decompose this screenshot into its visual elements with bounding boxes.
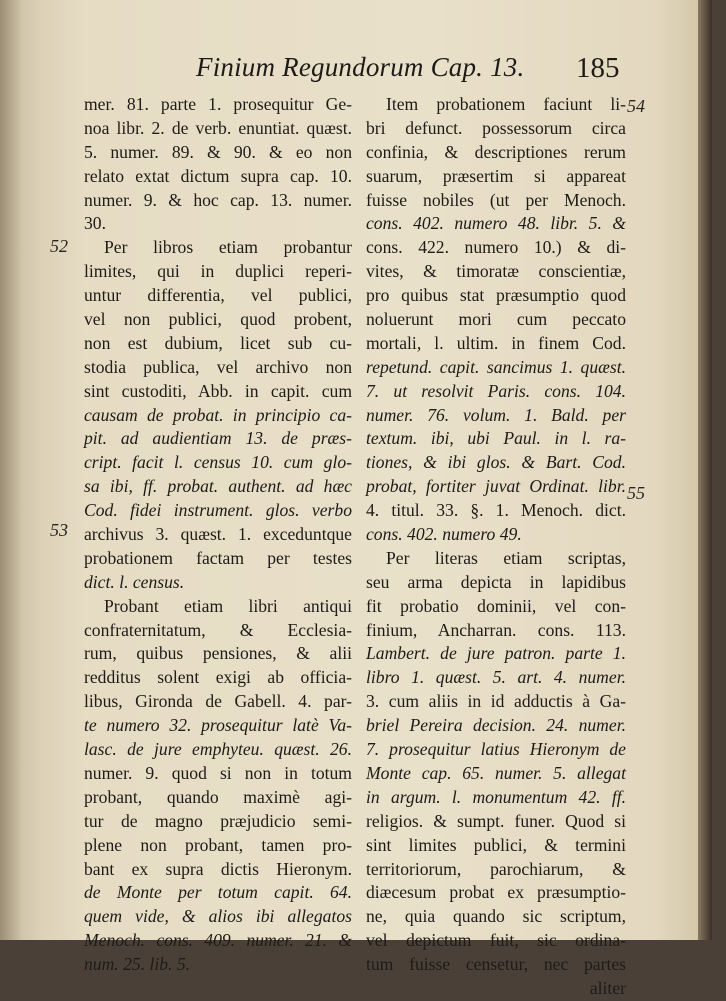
text-line: probationem factam per testes <box>84 547 352 568</box>
text-line: textum. ibi, ubi Paul. in l. ra- <box>366 428 626 449</box>
text-line: causam de probat. in principio ca- <box>84 404 352 425</box>
text-line: non est dubium, licet sub cu- <box>84 332 352 353</box>
text-line: confinia, & descriptiones rerum <box>366 141 626 162</box>
text-line: vel non publici, quod probent, <box>84 309 352 330</box>
text-line: Cod. fidei instrument. glos. verbo <box>84 500 352 521</box>
catchword: aliter <box>589 977 626 998</box>
text-line: 30. <box>84 213 106 234</box>
text-line: stodia publica, vel archivo non <box>84 356 352 377</box>
text-line: cript. facit l. census 10. cum glo- <box>84 452 352 473</box>
text-line: 7. prosequitur latius Hieronym de <box>366 739 626 760</box>
margin-number-54: 54 <box>627 96 645 116</box>
text-line: pit. ad audientiam 13. de præs- <box>84 428 352 449</box>
text-line: libus, Gironda de Gabell. 4. par- <box>84 691 352 712</box>
text-line: sint custoditi, Abb. in capit. cum <box>84 380 352 401</box>
text-line: repetund. capit. sancimus 1. quæst. <box>366 356 626 377</box>
text-line: sa ibi, ff. probat. authent. ad hæc <box>84 476 352 497</box>
text-line: quem vide, & alios ibi allegatos <box>84 906 352 927</box>
text-line: num. 25. lib. 5. <box>84 954 191 975</box>
text-line: numer. 9. & hoc cap. 13. numer. <box>84 189 352 210</box>
text-line: cons. 402. numero 49. <box>366 524 522 545</box>
text-line: in argum. l. monumentum 42. ff. <box>366 786 626 807</box>
text-line: fit probatio dominii, vel con- <box>366 595 626 616</box>
text-line: fuisse nobiles (ut per Menoch. <box>366 189 626 210</box>
text-line: vel depictum fuit, sic ordina- <box>366 930 626 951</box>
text-line: tiones, & ibi glos. & Bart. Cod. <box>366 452 626 473</box>
text-line: 4. titul. 33. §. 1. Menoch. dict. <box>366 500 626 521</box>
text-line: libro 1. quæst. 5. art. 4. numer. <box>366 667 626 688</box>
text-line: Menoch. cons. 409. numer. 21. & <box>84 930 352 951</box>
text-line: Per literas etiam scriptas, <box>386 547 626 568</box>
text-line: numer. 9. quod si non in totum <box>84 762 352 783</box>
margin-number-55: 55 <box>627 483 645 503</box>
gutter-shadow <box>0 0 22 940</box>
text-line: sint limites publici, & termini <box>366 834 626 855</box>
text-line: te numero 32. prosequitur latè Va- <box>84 715 352 736</box>
page-edge <box>698 0 712 940</box>
text-line: Item probationem faciunt li- <box>386 94 626 114</box>
text-line: diæcesum probat ex præsumptio- <box>366 882 626 903</box>
text-line: de Monte per totum capit. 64. <box>84 882 352 903</box>
text-line: mortali, l. ultim. in finem Cod. <box>366 332 626 353</box>
left-column <box>84 93 352 977</box>
text-line: dict. l. census. <box>84 571 185 592</box>
text-line: pro quibus stat præsumptio quod <box>366 285 626 306</box>
text-line: religios. & sumpt. funer. Quod si <box>366 810 626 831</box>
text-line: ne, quia quando sic scriptum, <box>366 906 626 927</box>
text-line: probat, fortiter juvat Ordinat. libr. <box>366 476 626 497</box>
text-line: numer. 76. volum. 1. Bald. per <box>366 404 626 425</box>
text-line: bri defunct. possessorum circa <box>366 117 626 138</box>
text-line: 5. numer. 89. & 90. & eo non <box>84 141 352 162</box>
text-line: archivus 3. quæst. 1. exceduntque <box>84 524 352 545</box>
text-line: finium, Ancharran. cons. 113. <box>366 619 626 640</box>
margin-number-52: 52 <box>50 236 68 256</box>
text-line: Probant etiam libri antiqui <box>104 595 352 616</box>
text-line: briel Pereira decision. 24. numer. <box>366 715 626 736</box>
text-line: redditus solent exigi ab officia- <box>84 667 352 688</box>
page-number: 185 <box>576 52 620 84</box>
text-line: lasc. de jure emphyteu. quæst. 26. <box>84 739 352 760</box>
text-line: suarum, præsertim si appareat <box>366 165 626 186</box>
text-line: noluerunt mori cum peccato <box>366 309 626 330</box>
text-line: vites, & timoratæ conscientiæ, <box>366 261 626 282</box>
text-line: tum fuisse censetur, nec partes <box>366 954 626 975</box>
text-line: Lambert. de jure patron. parte 1. <box>366 643 626 664</box>
text-line: bant ex supra dictis Hieronym. <box>84 858 352 879</box>
text-line: untur differentia, vel publici, <box>84 285 352 306</box>
text-line: plene non probant, tamen pro- <box>84 834 352 855</box>
text-line: Per libros etiam probantur <box>104 237 352 258</box>
text-line: territoriorum, parochiarum, & <box>366 858 626 879</box>
margin-number-53: 53 <box>50 520 68 540</box>
text-line: mer. 81. parte 1. prosequitur Ge- <box>84 94 352 114</box>
text-line: limites, qui in duplici reperi- <box>84 261 352 282</box>
text-line: Monte cap. 65. numer. 5. allegat <box>366 762 626 783</box>
right-column <box>366 93 626 1001</box>
text-line: cons. 422. numero 10.) & di- <box>366 237 626 258</box>
text-line: noa libr. 2. de verb. enuntiat. quæst. <box>84 117 352 138</box>
running-title: Finium Regundorum Cap. 13. <box>196 52 525 82</box>
text-line: 7. ut resolvit Paris. cons. 104. <box>366 380 626 401</box>
text-line: probant, quando maximè agi- <box>84 786 352 807</box>
text-line: confraternitatum, & Ecclesia- <box>84 619 352 640</box>
text-line: tur de magno præjudicio semi- <box>84 810 352 831</box>
text-line: seu arma depicta in lapidibus <box>366 571 626 592</box>
text-line: 3. cum aliis in id adductis à Ga- <box>366 691 626 712</box>
text-line: rum, quibus pensiones, & alii <box>84 643 352 664</box>
text-line: cons. 402. numero 48. libr. 5. & <box>366 213 626 234</box>
text-line: relato extat dictum supra cap. 10. <box>84 165 352 186</box>
